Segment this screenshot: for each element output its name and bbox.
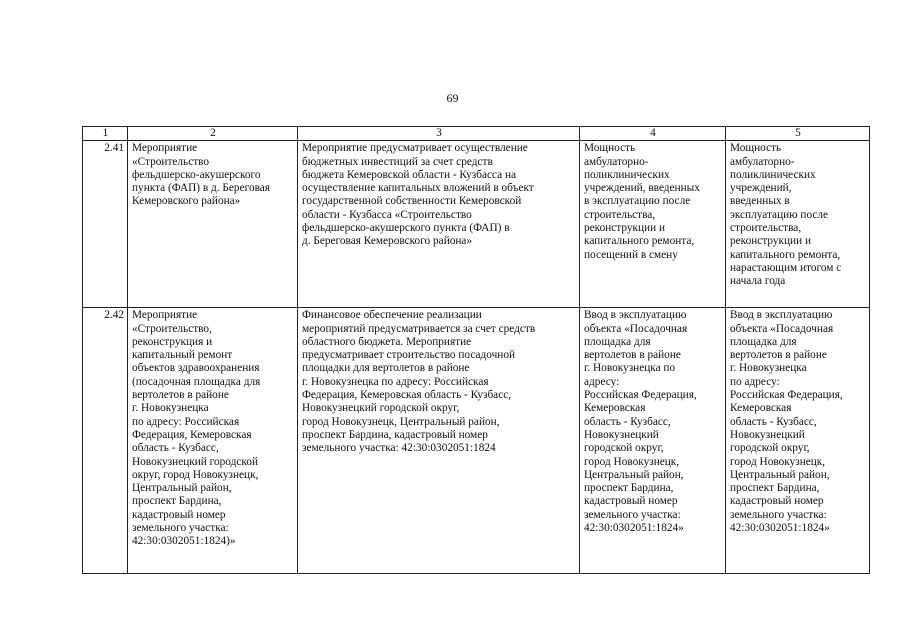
header-col-4: 4 — [580, 127, 726, 141]
cell-text-line: Федерация, Кемеровская область - Кузбасс, — [302, 389, 512, 402]
measure-description-cell — [298, 308, 580, 574]
cell-text-line: Ввод в эксплуатацию — [584, 309, 687, 322]
cell-text-line: кадастровый номер — [132, 508, 226, 521]
cell-text-line: 42:30:0302051:1824)» — [132, 535, 236, 548]
cell-text-line: (посадочная площадка для — [132, 375, 261, 388]
cell-text-line: бюджета Кемеровской области - Кузбасса на — [302, 168, 517, 181]
cell-text-line: капитального ремонта, — [730, 248, 841, 261]
cell-text-line: поликлинических — [584, 168, 670, 181]
cell-text-line: земельного участка: — [730, 508, 827, 521]
cell-text-line: государственной собственности Кемеровской — [302, 195, 522, 208]
cell-text-line: вертолетов в районе — [730, 349, 827, 362]
cell-text-line: кадастровый номер — [584, 495, 678, 508]
cell-text-line: площадки для вертолетов в районе — [302, 362, 470, 375]
cell-text-line: нарастающим итогом с — [730, 261, 842, 274]
cell-text-line: область - Кузбасс, — [132, 442, 219, 455]
cell-text-line: городской округ, — [584, 442, 664, 455]
cell-text-line: в эксплуатацию после — [584, 195, 691, 208]
cell-text-line: Мощность — [730, 142, 782, 155]
cell-text-line: предусматривает строительство посадочной — [302, 349, 516, 362]
cell-text-line: г. Новокузнецка по адресу: Российская — [302, 375, 489, 388]
cell-text-line: Мероприятие — [132, 142, 198, 155]
cell-text-line: учреждений, — [730, 182, 792, 195]
cell-text-line: Финансовое обеспечение реализации — [302, 309, 482, 322]
header-row — [83, 127, 870, 141]
cell-text-line: Кемеровского района» — [132, 195, 241, 208]
cell-text-line: поликлинических — [730, 168, 816, 181]
cell-text-line: области - Кузбасса «Строительство — [302, 208, 472, 221]
cell-text-line: земельного участка: — [132, 522, 229, 535]
cell-text-line: реконструкции и — [584, 222, 666, 235]
cell-text-line: городской округ, — [730, 442, 810, 455]
header-col-2: 2 — [128, 127, 298, 141]
cell-text-line: реконструкция и — [132, 335, 213, 348]
cell-text-line: капитальный ремонт — [132, 349, 233, 362]
cell-text-line: Новокузнецкий — [730, 428, 805, 441]
cell-text-line: пункта (ФАП) в д. Береговая — [132, 182, 270, 195]
cell-text-line: Центральный район, — [584, 468, 684, 481]
cell-text-line: 42:30:0302051:1824» — [730, 522, 830, 535]
cell-text-line: Новокузнецкий городской округ, — [302, 402, 460, 415]
row-number: 2.42 — [83, 308, 128, 574]
cell-text-line: Центральный район, — [132, 482, 232, 495]
cell-text-line: амбулаторно- — [730, 155, 795, 168]
cell-text-line: «Строительство, — [132, 322, 212, 335]
indicator-cell — [580, 141, 726, 308]
cell-text-line: вертолетов в районе — [132, 389, 229, 402]
cell-text-line: г. Новокузнецка по — [584, 362, 676, 375]
cell-text-line: по адресу: — [730, 375, 780, 388]
cell-text-line: «Строительство — [132, 155, 210, 168]
cell-text-line: Российская Федерация, — [584, 389, 697, 402]
cell-text-line: Кемеровская — [730, 402, 792, 415]
measure-description-cell — [298, 141, 580, 308]
cell-text-line: осуществление капитальных вложений в объект — [302, 182, 534, 195]
cell-text-line: объектов здравоохранения — [132, 362, 260, 375]
cell-text-line: округ, город Новокузнецк, — [132, 468, 259, 481]
cell-text-line: Федерация, Кемеровская — [132, 428, 252, 441]
cell-text-line: введенных в — [730, 195, 790, 208]
header-col-1: 1 — [83, 127, 128, 141]
cell-text-line: площадка для — [584, 335, 651, 348]
cell-text-line: мероприятий предусматривается за счет средств — [302, 322, 536, 335]
measure-name-cell — [128, 141, 298, 308]
cell-text-line: эксплуатацию после — [730, 208, 829, 221]
cell-text-line: проспект Бардина, — [730, 482, 820, 495]
cell-text-line: проспект Бардина, — [132, 495, 222, 508]
cell-text-line: город Новокузнецк, — [730, 455, 826, 468]
row-number: 2.41 — [83, 141, 128, 308]
cell-text-line: Мероприятие — [132, 309, 198, 322]
cell-text-line: вертолетов в районе — [584, 349, 681, 362]
measure-name-cell — [128, 308, 298, 574]
header-col-3: 3 — [298, 127, 580, 141]
cell-text-line: г. Новокузнецка — [730, 362, 807, 375]
cell-text-line: Мероприятие предусматривает осуществление — [302, 142, 528, 155]
cell-text-line: объекта «Посадочная — [730, 322, 834, 335]
cell-text-line: 42:30:0302051:1824» — [584, 522, 684, 535]
cell-text-line: Кемеровская — [584, 402, 646, 415]
table-row-2-42 — [83, 308, 870, 574]
cell-text-line: Ввод в эксплуатацию — [730, 309, 833, 322]
cell-text-line: амбулаторно- — [584, 155, 649, 168]
cell-text-line: учреждений, введенных — [584, 182, 700, 195]
cell-text-line: строительства, — [584, 208, 656, 221]
cell-text-line: Мощность — [584, 142, 636, 155]
cell-text-line: д. Береговая Кемеровского района» — [302, 235, 473, 248]
cell-text-line: строительства, — [730, 222, 802, 235]
cell-text-line: Новокузнецкий — [584, 428, 659, 441]
cell-text-line: г. Новокузнецка — [132, 402, 209, 415]
cell-text-line: фельдшерско-акушерского пункта (ФАП) в — [302, 222, 510, 235]
cell-text-line: город Новокузнецк, Центральный район, — [302, 415, 500, 428]
cell-text-line: область - Кузбасс, — [730, 415, 817, 428]
cell-text-line: земельного участка: — [584, 508, 681, 521]
indicator-cell — [580, 308, 726, 574]
cell-text-line: капитального ремонта, — [584, 235, 695, 248]
cell-text-line: проспект Бардина, — [584, 482, 674, 495]
header-col-5: 5 — [726, 127, 870, 141]
cell-text-line: фельдшерско-акушерского — [132, 168, 261, 181]
cell-text-line: начала года — [730, 275, 786, 288]
cell-text-line: объекта «Посадочная — [584, 322, 688, 335]
cell-text-line: Российская Федерация, — [730, 389, 843, 402]
cell-text-line: областного бюджета. Мероприятие — [302, 335, 472, 348]
cell-text-line: реконструкции и — [730, 235, 812, 248]
cell-text-line: по адресу: Российская — [132, 415, 240, 428]
cell-text-line: адресу: — [584, 375, 620, 388]
cell-text-line: область - Кузбасс, — [584, 415, 671, 428]
indicator-cumulative-cell — [726, 141, 870, 308]
table-row-2-41 — [83, 141, 870, 308]
measures-table — [82, 126, 870, 574]
cell-text-line: город Новокузнецк, — [584, 455, 680, 468]
indicator-cumulative-cell — [726, 308, 870, 574]
cell-text-line: посещений в смену — [584, 248, 678, 261]
page-number: 69 — [446, 91, 459, 105]
cell-text-line: проспект Бардина, кадастровый номер — [302, 428, 488, 441]
cell-text-line: кадастровый номер — [730, 495, 824, 508]
cell-text-line: земельного участка: 42:30:0302051:1824 — [302, 442, 496, 455]
cell-text-line: Центральный район, — [730, 468, 830, 481]
cell-text-line: бюджетных инвестиций за счет средств — [302, 155, 493, 168]
cell-text-line: Новокузнецкий городской — [132, 455, 259, 468]
cell-text-line: площадка для — [730, 335, 797, 348]
